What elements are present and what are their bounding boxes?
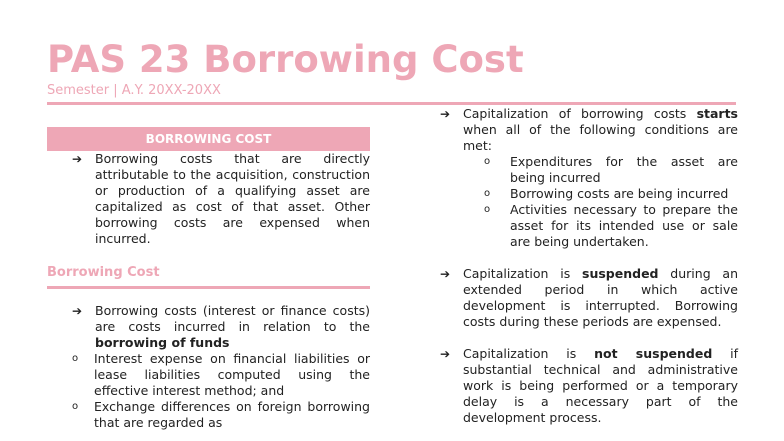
section-divider [47, 286, 370, 289]
sub-item [47, 399, 370, 431]
arrow-icon: ➔ [440, 107, 451, 121]
susp-bold: suspended [582, 266, 659, 281]
title-divider [47, 102, 736, 105]
page-subtitle: Semester | A.Y. 20XX-20XX [47, 83, 221, 98]
not-suspended-item [438, 346, 738, 426]
condition-text: Activities necessary to prepare the asset for its intended use or sale are being undertaken. [510, 202, 738, 249]
suspended-item [438, 266, 738, 330]
sub-item-text: Exchange differences on foreign borrowing that are regarded as [94, 399, 370, 430]
intro-item [47, 151, 370, 247]
intro-text: Borrowing costs that are directly attributable to the acquisition, construction or production of a qualifying asset are capitalized as cost of that asset. Other borrowing costs are expensed when incurred. [95, 151, 370, 246]
cap-bold: starts [696, 106, 738, 121]
sub-item [47, 351, 370, 399]
bullet-icon: o [72, 401, 79, 412]
definition-item [47, 303, 370, 351]
condition-text: Expenditures for the asset are being incurred [510, 154, 738, 185]
bullet-icon: o [484, 156, 491, 167]
condition-item [438, 186, 738, 202]
condition-item [438, 154, 738, 186]
cap-text-2: when all of the following conditions are met: [463, 122, 738, 153]
arrow-icon: ➔ [72, 304, 83, 318]
section-heading: Borrowing Cost [47, 265, 160, 280]
notsusp-text-1: Capitalization is [463, 346, 595, 361]
definition-text: Borrowing costs (interest or finance costs) are costs incurred in relation to the [95, 303, 370, 334]
bullet-icon: o [484, 188, 491, 199]
condition-text: Borrowing costs are being incurred [510, 186, 729, 201]
condition-item [438, 202, 738, 250]
right-column [438, 106, 738, 426]
box-heading: BORROWING COST [47, 127, 370, 151]
sub-item-text: Interest expense on financial liabilities or lease liabilities computed using the effective interest method; and [94, 351, 370, 398]
notsusp-text-2: if substantial technical and administrative work is being performed or a temporary delay is a necessary part of the development process. [463, 346, 738, 425]
arrow-icon: ➔ [440, 347, 451, 361]
arrow-icon: ➔ [440, 267, 451, 281]
notsusp-bold: not suspended [594, 346, 713, 361]
left-column [47, 127, 370, 431]
bullet-icon: o [72, 353, 79, 364]
page-title: PAS 23 Borrowing Cost [47, 38, 524, 81]
definition-bold: borrowing of funds [95, 335, 230, 350]
capitalization-start-item [438, 106, 738, 154]
susp-text-2: during an extended period in which active development is interrupted. Borrowing costs during these periods are expensed. [463, 266, 738, 329]
arrow-icon: ➔ [72, 152, 83, 166]
bullet-icon: o [484, 204, 491, 215]
susp-text-1: Capitalization is [463, 266, 583, 281]
cap-text-1: Capitalization of borrowing costs [463, 106, 697, 121]
